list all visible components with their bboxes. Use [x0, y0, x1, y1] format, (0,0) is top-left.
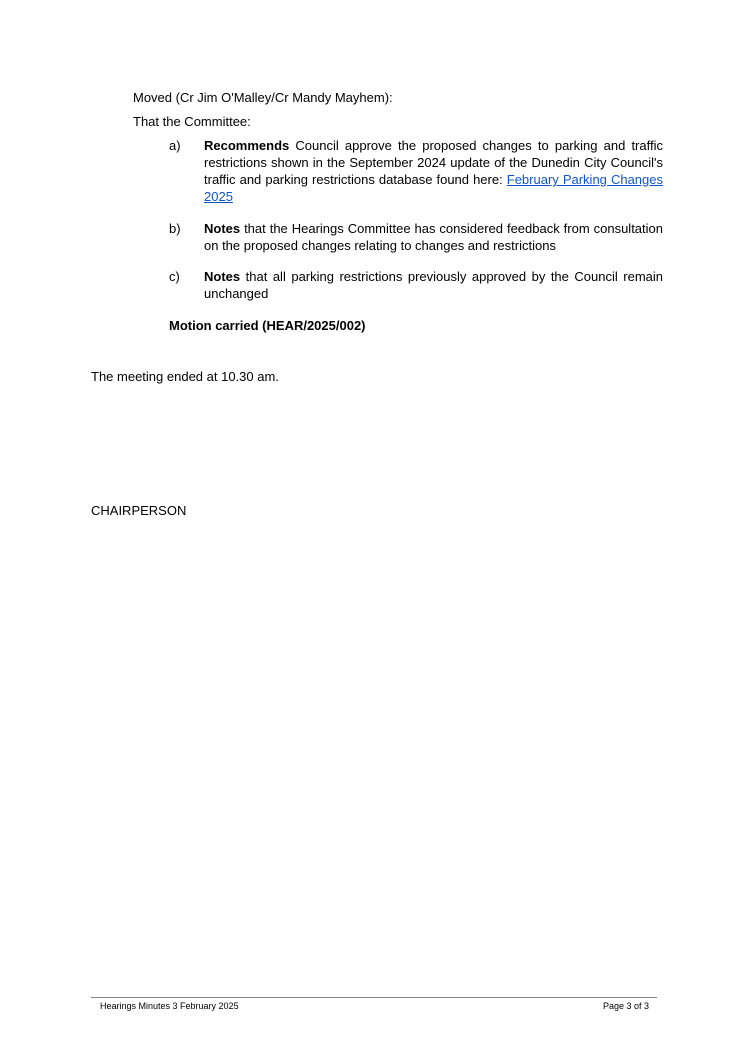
- item-text: that all parking restrictions previously approved by the Council remain unchanged: [204, 269, 663, 301]
- item-body: [204, 268, 663, 302]
- that-the-committee-line: That the Committee:: [133, 114, 251, 129]
- item-bold-verb: Recommends: [204, 138, 290, 153]
- resolution-item-a: [169, 137, 663, 207]
- footer-document-title: Hearings Minutes 3 February 2025: [100, 1001, 239, 1011]
- item-text: Council approve the proposed changes to parking and traffic restrictions shown in the September 2024 update of the Dunedin City Council's traffic and parking restrictions database found here:: [204, 138, 663, 187]
- item-body: [204, 137, 663, 205]
- resolution-item-c: [169, 268, 663, 304]
- item-letter: c): [169, 269, 180, 284]
- item-letter: a): [169, 138, 181, 153]
- february-parking-changes-link[interactable]: February Parking Changes 2025: [204, 172, 663, 204]
- motion-carried: Motion carried (HEAR/2025/002): [169, 318, 366, 333]
- item-body: [204, 220, 663, 254]
- item-text: that the Hearings Committee has considered feedback from consultation on the proposed changes relating to changes and restrictions: [204, 221, 663, 253]
- resolution-item-b: [169, 220, 663, 256]
- chairperson-label: CHAIRPERSON: [91, 503, 187, 518]
- meeting-ended-line: The meeting ended at 10.30 am.: [91, 369, 279, 384]
- footer-page-number: Page 3 of 3: [602, 1001, 649, 1011]
- item-bold-verb: Notes: [204, 221, 241, 236]
- item-letter: b): [169, 221, 181, 236]
- moved-line: Moved (Cr Jim O'Malley/Cr Mandy Mayhem):: [133, 90, 393, 105]
- footer-divider: [91, 997, 657, 998]
- item-bold-verb: Notes: [204, 269, 241, 284]
